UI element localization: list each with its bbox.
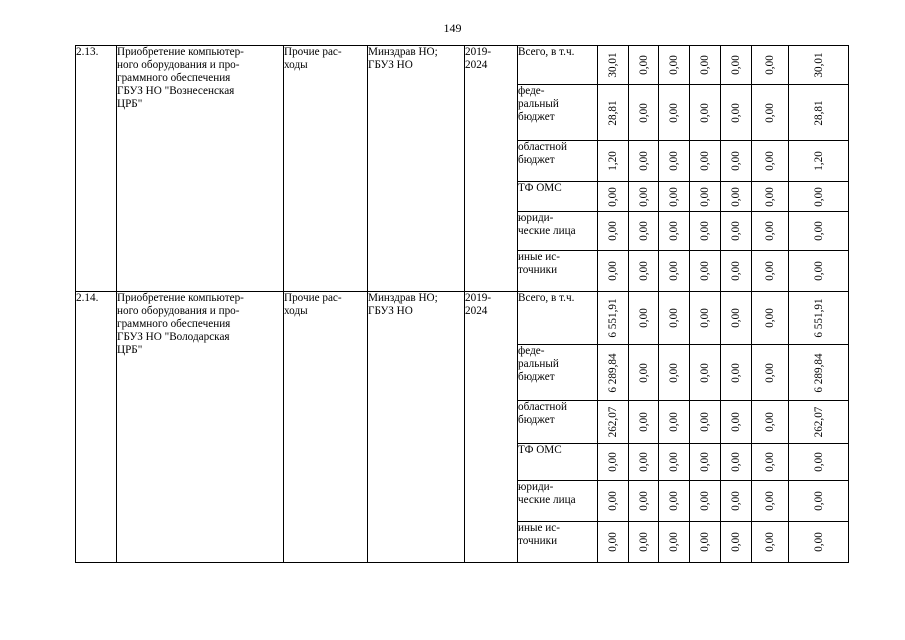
amount-value: 0,00	[637, 55, 650, 75]
amount-value: 0,00	[699, 362, 711, 383]
amount-value: 0,00	[764, 221, 776, 241]
amount-value: 0,00	[668, 308, 680, 328]
amount-y2020	[659, 481, 690, 522]
amount-value: 0,00	[699, 261, 711, 281]
amount-y2022	[721, 345, 752, 401]
amount-total	[598, 182, 629, 212]
amount-value: 0,00	[730, 362, 742, 383]
amount-value: 30,01	[812, 52, 825, 78]
amount-value: 0,00	[668, 186, 680, 207]
amount-total	[598, 444, 629, 481]
amount-value: 0,00	[730, 261, 742, 281]
amount-value: 28,81	[607, 99, 619, 126]
amount-value: 0,00	[637, 186, 650, 207]
amount-value: 0,00	[699, 151, 711, 171]
funding-source: иные ис- точники	[518, 251, 598, 292]
amount-y2019	[629, 85, 659, 141]
amount-value: 0,00	[699, 221, 711, 241]
amount-y2023	[752, 212, 789, 251]
amount-y2020	[659, 85, 690, 141]
amount-value: 30,01	[607, 52, 619, 78]
amount-y2021	[690, 182, 721, 212]
amount-y2021	[690, 444, 721, 481]
amount-value: 28,81	[812, 99, 825, 126]
amount-y2023	[752, 251, 789, 292]
amount-value: 0,00	[764, 362, 776, 383]
amount-value: 0,00	[699, 55, 711, 75]
executor: Минздрав НО; ГБУЗ НО	[368, 46, 465, 292]
amount-y2023	[752, 85, 789, 141]
amount-value: 0,00	[764, 532, 776, 552]
expense-type: Прочие рас- ходы	[284, 292, 368, 563]
amount-value: 0,00	[668, 102, 680, 123]
amount-value: 0,00	[764, 308, 776, 328]
funding-source: Всего, в т.ч.	[518, 46, 598, 85]
amount-value: 0,00	[607, 452, 619, 472]
amount-value: 0,00	[637, 221, 650, 241]
amount-y2022	[721, 481, 752, 522]
amount-y2024	[789, 292, 849, 345]
funding-source: областной бюджет	[518, 141, 598, 182]
amount-y2021	[690, 292, 721, 345]
amount-value: 6 289,84	[812, 352, 825, 393]
funding-source: областной бюджет	[518, 401, 598, 444]
amount-y2024	[789, 46, 849, 85]
amount-value: 0,00	[637, 362, 650, 383]
amount-value: 0,00	[730, 491, 742, 511]
funding-source: юриди- ческие лица	[518, 481, 598, 522]
amount-value: 0,00	[607, 186, 619, 207]
amount-value: 0,00	[730, 186, 742, 207]
amount-value: 0,00	[668, 491, 680, 511]
amount-value: 0,00	[764, 186, 776, 207]
amount-y2019	[629, 182, 659, 212]
amount-value: 0,00	[764, 102, 776, 123]
amount-y2024	[789, 444, 849, 481]
amount-y2023	[752, 182, 789, 212]
amount-y2019	[629, 212, 659, 251]
amount-y2022	[721, 251, 752, 292]
amount-y2024	[789, 345, 849, 401]
amount-y2022	[721, 182, 752, 212]
amount-y2019	[629, 481, 659, 522]
amount-value: 0,00	[668, 362, 680, 383]
amount-value: 0,00	[668, 261, 680, 281]
amount-y2020	[659, 141, 690, 182]
amount-y2020	[659, 345, 690, 401]
amount-value: 0,00	[637, 412, 650, 432]
amount-y2024	[789, 85, 849, 141]
amount-value: 0,00	[607, 221, 619, 241]
amount-value: 0,00	[637, 491, 650, 511]
amount-y2019	[629, 292, 659, 345]
amount-value: 0,00	[730, 221, 742, 241]
amount-y2022	[721, 212, 752, 251]
amount-value: 1,20	[607, 151, 619, 171]
amount-value: 0,00	[637, 308, 650, 328]
amount-value: 0,00	[812, 452, 825, 472]
amount-value: 0,00	[668, 452, 680, 472]
amount-value: 0,00	[812, 532, 825, 552]
amount-y2023	[752, 46, 789, 85]
amount-value: 0,00	[730, 151, 742, 171]
amount-y2019	[629, 141, 659, 182]
amount-y2022	[721, 522, 752, 563]
amount-total	[598, 522, 629, 563]
amount-value: 0,00	[699, 308, 711, 328]
amount-total	[598, 212, 629, 251]
amount-total	[598, 292, 629, 345]
amount-y2019	[629, 46, 659, 85]
amount-y2021	[690, 85, 721, 141]
amount-y2024	[789, 522, 849, 563]
amount-value: 0,00	[699, 412, 711, 432]
amount-y2022	[721, 46, 752, 85]
amount-value: 0,00	[812, 261, 825, 281]
amount-y2024	[789, 481, 849, 522]
amount-y2020	[659, 251, 690, 292]
funding-source: ТФ ОМС	[518, 444, 598, 481]
executor: Минздрав НО; ГБУЗ НО	[368, 292, 465, 563]
amount-value: 0,00	[764, 491, 776, 511]
amount-value: 0,00	[730, 102, 742, 123]
amount-total	[598, 401, 629, 444]
period: 2019- 2024	[465, 292, 518, 563]
amount-value: 0,00	[699, 102, 711, 123]
amount-y2022	[721, 85, 752, 141]
amount-y2022	[721, 444, 752, 481]
funding-source: юриди- ческие лица	[518, 212, 598, 251]
amount-value: 0,00	[668, 412, 680, 432]
funding-source: феде- ральный бюджет	[518, 345, 598, 401]
amount-value: 0,00	[699, 491, 711, 511]
amount-y2022	[721, 292, 752, 345]
funding-source: иные ис- точники	[518, 522, 598, 563]
amount-y2020	[659, 401, 690, 444]
funding-source: феде- ральный бюджет	[518, 85, 598, 141]
amount-y2021	[690, 46, 721, 85]
amount-value: 0,00	[668, 221, 680, 241]
amount-value: 262,07	[607, 406, 619, 438]
item-number: 2.13.	[76, 46, 117, 292]
amount-total	[598, 85, 629, 141]
budget-table	[75, 45, 849, 563]
amount-y2023	[752, 444, 789, 481]
amount-y2021	[690, 141, 721, 182]
amount-y2023	[752, 401, 789, 444]
item-name: Приобретение компьютер- ного оборудования и про- граммного обеспечения ГБУЗ НО "Вознесенская ЦРБ"	[117, 46, 284, 292]
amount-y2021	[690, 212, 721, 251]
table-row	[76, 292, 849, 345]
amount-total	[598, 46, 629, 85]
amount-y2023	[752, 345, 789, 401]
amount-value: 0,00	[764, 151, 776, 171]
page-number: 149	[443, 21, 462, 35]
item-name: Приобретение компьютер- ного оборудования и про- граммного обеспечения ГБУЗ НО "Володарская ЦРБ"	[117, 292, 284, 563]
amount-value: 0,00	[764, 412, 776, 432]
amount-y2019	[629, 251, 659, 292]
amount-value: 0,00	[730, 412, 742, 432]
amount-y2020	[659, 522, 690, 563]
amount-value: 6 551,91	[607, 298, 619, 338]
amount-value: 0,00	[764, 452, 776, 472]
amount-y2023	[752, 141, 789, 182]
amount-value: 0,00	[607, 532, 619, 552]
amount-y2020	[659, 46, 690, 85]
amount-y2021	[690, 481, 721, 522]
amount-y2024	[789, 212, 849, 251]
amount-y2022	[721, 141, 752, 182]
amount-value: 0,00	[637, 102, 650, 123]
amount-value: 6 551,91	[812, 298, 825, 338]
amount-value: 0,00	[730, 452, 742, 472]
expense-type: Прочие рас- ходы	[284, 46, 368, 292]
funding-source: ТФ ОМС	[518, 182, 598, 212]
amount-value: 0,00	[764, 55, 776, 75]
amount-value: 262,07	[812, 406, 825, 438]
amount-value: 0,00	[699, 532, 711, 552]
amount-value: 0,00	[812, 186, 825, 207]
amount-y2024	[789, 141, 849, 182]
amount-y2022	[721, 401, 752, 444]
amount-value: 0,00	[730, 55, 742, 75]
amount-value: 0,00	[699, 452, 711, 472]
amount-total	[598, 481, 629, 522]
amount-y2021	[690, 345, 721, 401]
amount-y2020	[659, 444, 690, 481]
amount-value: 0,00	[764, 261, 776, 281]
amount-value: 0,00	[607, 491, 619, 511]
amount-value: 0,00	[637, 452, 650, 472]
amount-y2023	[752, 481, 789, 522]
amount-y2021	[690, 401, 721, 444]
item-number: 2.14.	[76, 292, 117, 563]
amount-value: 0,00	[668, 532, 680, 552]
amount-y2023	[752, 522, 789, 563]
amount-value: 1,20	[812, 151, 825, 171]
amount-total	[598, 251, 629, 292]
amount-y2020	[659, 182, 690, 212]
amount-value: 0,00	[637, 261, 650, 281]
amount-value: 0,00	[699, 186, 711, 207]
period: 2019- 2024	[465, 46, 518, 292]
amount-value: 0,00	[730, 532, 742, 552]
amount-y2020	[659, 212, 690, 251]
funding-source: Всего, в т.ч.	[518, 292, 598, 345]
amount-value: 0,00	[812, 221, 825, 241]
amount-value: 0,00	[637, 532, 650, 552]
amount-value: 0,00	[812, 491, 825, 511]
amount-y2020	[659, 292, 690, 345]
amount-value: 0,00	[730, 308, 742, 328]
amount-y2019	[629, 522, 659, 563]
amount-value: 6 289,84	[607, 352, 619, 393]
amount-y2024	[789, 182, 849, 212]
amount-value: 0,00	[607, 261, 619, 281]
amount-y2024	[789, 401, 849, 444]
amount-y2023	[752, 292, 789, 345]
amount-total	[598, 345, 629, 401]
amount-value: 0,00	[668, 55, 680, 75]
amount-total	[598, 141, 629, 182]
amount-y2019	[629, 444, 659, 481]
amount-y2019	[629, 401, 659, 444]
amount-y2021	[690, 522, 721, 563]
amount-y2024	[789, 251, 849, 292]
amount-y2019	[629, 345, 659, 401]
amount-value: 0,00	[668, 151, 680, 171]
amount-value: 0,00	[637, 151, 650, 171]
table-row	[76, 46, 849, 85]
amount-y2021	[690, 251, 721, 292]
